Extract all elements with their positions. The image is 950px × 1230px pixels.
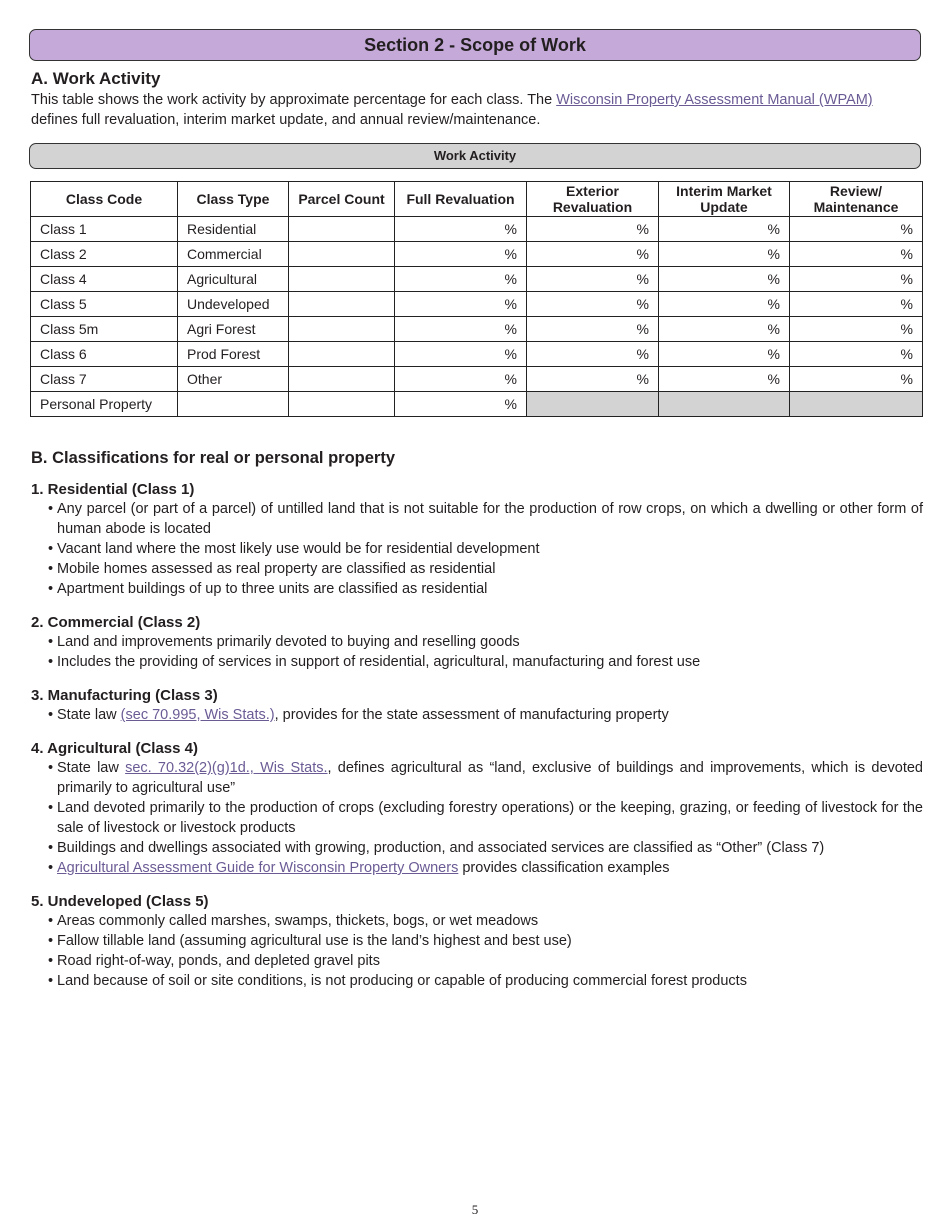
- table-row: [31, 392, 923, 417]
- class-code-cell: Personal Property: [31, 392, 178, 417]
- bullet-text: , provides for the state assessment of manufacturing property: [274, 707, 669, 723]
- bullet-list: [31, 499, 923, 599]
- table-row: [31, 367, 923, 392]
- column-header: Review/ Maintenance: [790, 182, 923, 217]
- intro-text-end: defines full revaluation, interim market update, and annual review/maintenance.: [31, 112, 541, 128]
- page-number: 5: [471, 1202, 479, 1217]
- table-row: [31, 242, 923, 267]
- exterior-revaluation-cell[interactable]: %: [527, 367, 659, 392]
- review-maintenance-cell-disabled: [790, 392, 923, 417]
- bullet-text: Vacant land where the most likely use would be for residential development: [57, 541, 540, 557]
- table-row: [31, 267, 923, 292]
- interim-market-update-cell[interactable]: %: [659, 242, 790, 267]
- class-code-cell: Class 6: [31, 342, 178, 367]
- list-item: [31, 632, 923, 652]
- classification-subsection: [31, 613, 923, 672]
- class-type-cell: Prod Forest: [178, 342, 289, 367]
- full-revaluation-cell[interactable]: %: [395, 367, 527, 392]
- column-header: Class Type: [178, 182, 289, 217]
- list-item: [31, 951, 923, 971]
- work-activity-heading: A. Work Activity: [31, 69, 161, 88]
- interim-market-update-cell[interactable]: %: [659, 217, 790, 242]
- bullet-list: [31, 911, 923, 991]
- exterior-revaluation-cell[interactable]: %: [527, 342, 659, 367]
- class-code-cell: Class 7: [31, 367, 178, 392]
- interim-market-update-cell[interactable]: %: [659, 267, 790, 292]
- list-item: [31, 971, 923, 991]
- bullet-text: Areas commonly called marshes, swamps, thickets, bogs, or wet meadows: [57, 913, 539, 929]
- bullet-list: [31, 632, 923, 672]
- column-header: Class Code: [31, 182, 178, 217]
- bullet-text: Any parcel (or part of a parcel) of untilled land that is not suitable for the production of row crops, on which a dwelling or other form of human abode is located: [57, 501, 923, 537]
- column-header: Parcel Count: [289, 182, 395, 217]
- exterior-revaluation-cell[interactable]: %: [527, 317, 659, 342]
- reference-link[interactable]: (sec 70.995, Wis Stats.): [120, 707, 275, 723]
- list-item: [31, 539, 923, 559]
- classifications-heading: B. Classifications for real or personal property: [31, 449, 396, 467]
- list-item: [31, 579, 923, 599]
- bullet-text: provides classification examples: [458, 860, 670, 876]
- work-activity-caption: Work Activity: [29, 143, 921, 169]
- review-maintenance-cell[interactable]: %: [790, 267, 923, 292]
- column-header: Interim Market Update: [659, 182, 790, 217]
- parcel-count-cell[interactable]: [289, 317, 395, 342]
- full-revaluation-cell[interactable]: %: [395, 242, 527, 267]
- class-type-cell: Undeveloped: [178, 292, 289, 317]
- list-item: [31, 652, 923, 672]
- intro-paragraph: [31, 90, 923, 130]
- classification-subsection: [31, 892, 923, 991]
- bullet-text: , defines agricultural as “land, exclusive of buildings and improvements, which is devoted primarily to agricultural use”: [57, 760, 923, 796]
- parcel-count-cell[interactable]: [289, 242, 395, 267]
- review-maintenance-cell[interactable]: %: [790, 367, 923, 392]
- list-item: [31, 499, 923, 539]
- list-item: [31, 838, 923, 858]
- full-revaluation-cell[interactable]: %: [395, 292, 527, 317]
- parcel-count-cell[interactable]: [289, 367, 395, 392]
- bullet-text: Apartment buildings of up to three units are classified as residential: [57, 581, 488, 597]
- bullet-text: State law: [57, 760, 126, 776]
- table-row: [31, 317, 923, 342]
- class-code-cell: Class 5: [31, 292, 178, 317]
- class-code-cell: Class 1: [31, 217, 178, 242]
- reference-link[interactable]: Agricultural Assessment Guide for Wisconsin Property Owners: [57, 860, 459, 876]
- bullet-text: Fallow tillable land (assuming agricultural use is the land’s highest and best use): [57, 933, 572, 949]
- class-code-cell: Class 2: [31, 242, 178, 267]
- list-item: [31, 911, 923, 931]
- review-maintenance-cell[interactable]: %: [790, 317, 923, 342]
- class-type-cell: Other: [178, 367, 289, 392]
- exterior-revaluation-cell[interactable]: %: [527, 267, 659, 292]
- parcel-count-cell[interactable]: [289, 217, 395, 242]
- table-row: [31, 292, 923, 317]
- list-item: [31, 758, 923, 798]
- bullet-list: [31, 705, 923, 725]
- intro-text: This table shows the work activity by approximate percentage for each class. The: [31, 92, 557, 108]
- review-maintenance-cell[interactable]: %: [790, 217, 923, 242]
- full-revaluation-cell[interactable]: %: [395, 317, 527, 342]
- reference-link[interactable]: sec. 70.32(2)(g)1d., Wis Stats.: [125, 760, 328, 776]
- interim-market-update-cell[interactable]: %: [659, 367, 790, 392]
- table-row: [31, 342, 923, 367]
- parcel-count-cell[interactable]: [289, 267, 395, 292]
- parcel-count-cell[interactable]: [289, 342, 395, 367]
- subsection-heading: 1. Residential (Class 1): [31, 481, 195, 498]
- list-item: [31, 705, 923, 725]
- list-item: [31, 798, 923, 838]
- review-maintenance-cell[interactable]: %: [790, 292, 923, 317]
- list-item: [31, 559, 923, 579]
- work-activity-table: [30, 181, 923, 417]
- class-type-cell: [178, 392, 289, 417]
- bullet-text: State law: [57, 707, 121, 723]
- interim-market-update-cell[interactable]: %: [659, 342, 790, 367]
- parcel-count-cell[interactable]: [289, 392, 395, 417]
- exterior-revaluation-cell[interactable]: %: [527, 242, 659, 267]
- bullet-text: Mobile homes assessed as real property are classified as residential: [57, 561, 496, 577]
- full-revaluation-cell[interactable]: %: [395, 267, 527, 292]
- classifications-section: [31, 449, 923, 1005]
- bullet-text: Land devoted primarily to the production of crops (excluding forestry operations) or the keeping, grazing, or feeding of livestock for the sale of livestock or livestock products: [57, 800, 923, 836]
- bullet-list: [31, 758, 923, 878]
- interim-market-update-cell[interactable]: %: [659, 317, 790, 342]
- classification-subsection: [31, 686, 923, 725]
- classification-subsection: [31, 480, 923, 599]
- review-maintenance-cell[interactable]: %: [790, 242, 923, 267]
- list-item: [31, 858, 923, 878]
- subsection-heading: 5. Undeveloped (Class 5): [31, 893, 209, 910]
- bullet-text: Road right-of-way, ponds, and depleted gravel pits: [57, 953, 380, 969]
- class-type-cell: Agri Forest: [178, 317, 289, 342]
- full-revaluation-cell[interactable]: %: [395, 342, 527, 367]
- bullet-text: Land and improvements primarily devoted to buying and reselling goods: [57, 634, 520, 650]
- classification-subsection: [31, 739, 923, 878]
- table-row: [31, 217, 923, 242]
- class-type-cell: Commercial: [178, 242, 289, 267]
- subsection-heading: 2. Commercial (Class 2): [31, 614, 201, 631]
- subsection-heading: 4. Agricultural (Class 4): [31, 740, 198, 757]
- exterior-revaluation-cell[interactable]: %: [527, 217, 659, 242]
- class-code-cell: Class 5m: [31, 317, 178, 342]
- bullet-text: Includes the providing of services in support of residential, agricultural, manufacturing and forest use: [57, 654, 701, 670]
- full-revaluation-cell[interactable]: %: [395, 392, 527, 417]
- interim-market-update-cell-disabled: [659, 392, 790, 417]
- list-item: [31, 931, 923, 951]
- class-type-cell: Agricultural: [178, 267, 289, 292]
- parcel-count-cell[interactable]: [289, 292, 395, 317]
- class-type-cell: Residential: [178, 217, 289, 242]
- column-header: Exterior Revaluation: [527, 182, 659, 217]
- wpam-link[interactable]: Wisconsin Property Assessment Manual (WPAM): [556, 92, 873, 108]
- exterior-revaluation-cell-disabled: [527, 392, 659, 417]
- section-title-bar: Section 2 - Scope of Work: [29, 29, 921, 61]
- exterior-revaluation-cell[interactable]: %: [527, 292, 659, 317]
- bullet-text: Land because of soil or site conditions, is not producing or capable of producing commercial forest products: [57, 973, 747, 989]
- full-revaluation-cell[interactable]: %: [395, 217, 527, 242]
- bullet-text: Buildings and dwellings associated with growing, production, and associated services are classified as “Other” (Class 7): [57, 840, 825, 856]
- class-code-cell: Class 4: [31, 267, 178, 292]
- interim-market-update-cell[interactable]: %: [659, 292, 790, 317]
- review-maintenance-cell[interactable]: %: [790, 342, 923, 367]
- subsection-heading: 3. Manufacturing (Class 3): [31, 687, 218, 704]
- column-header: Full Revaluation: [395, 182, 527, 217]
